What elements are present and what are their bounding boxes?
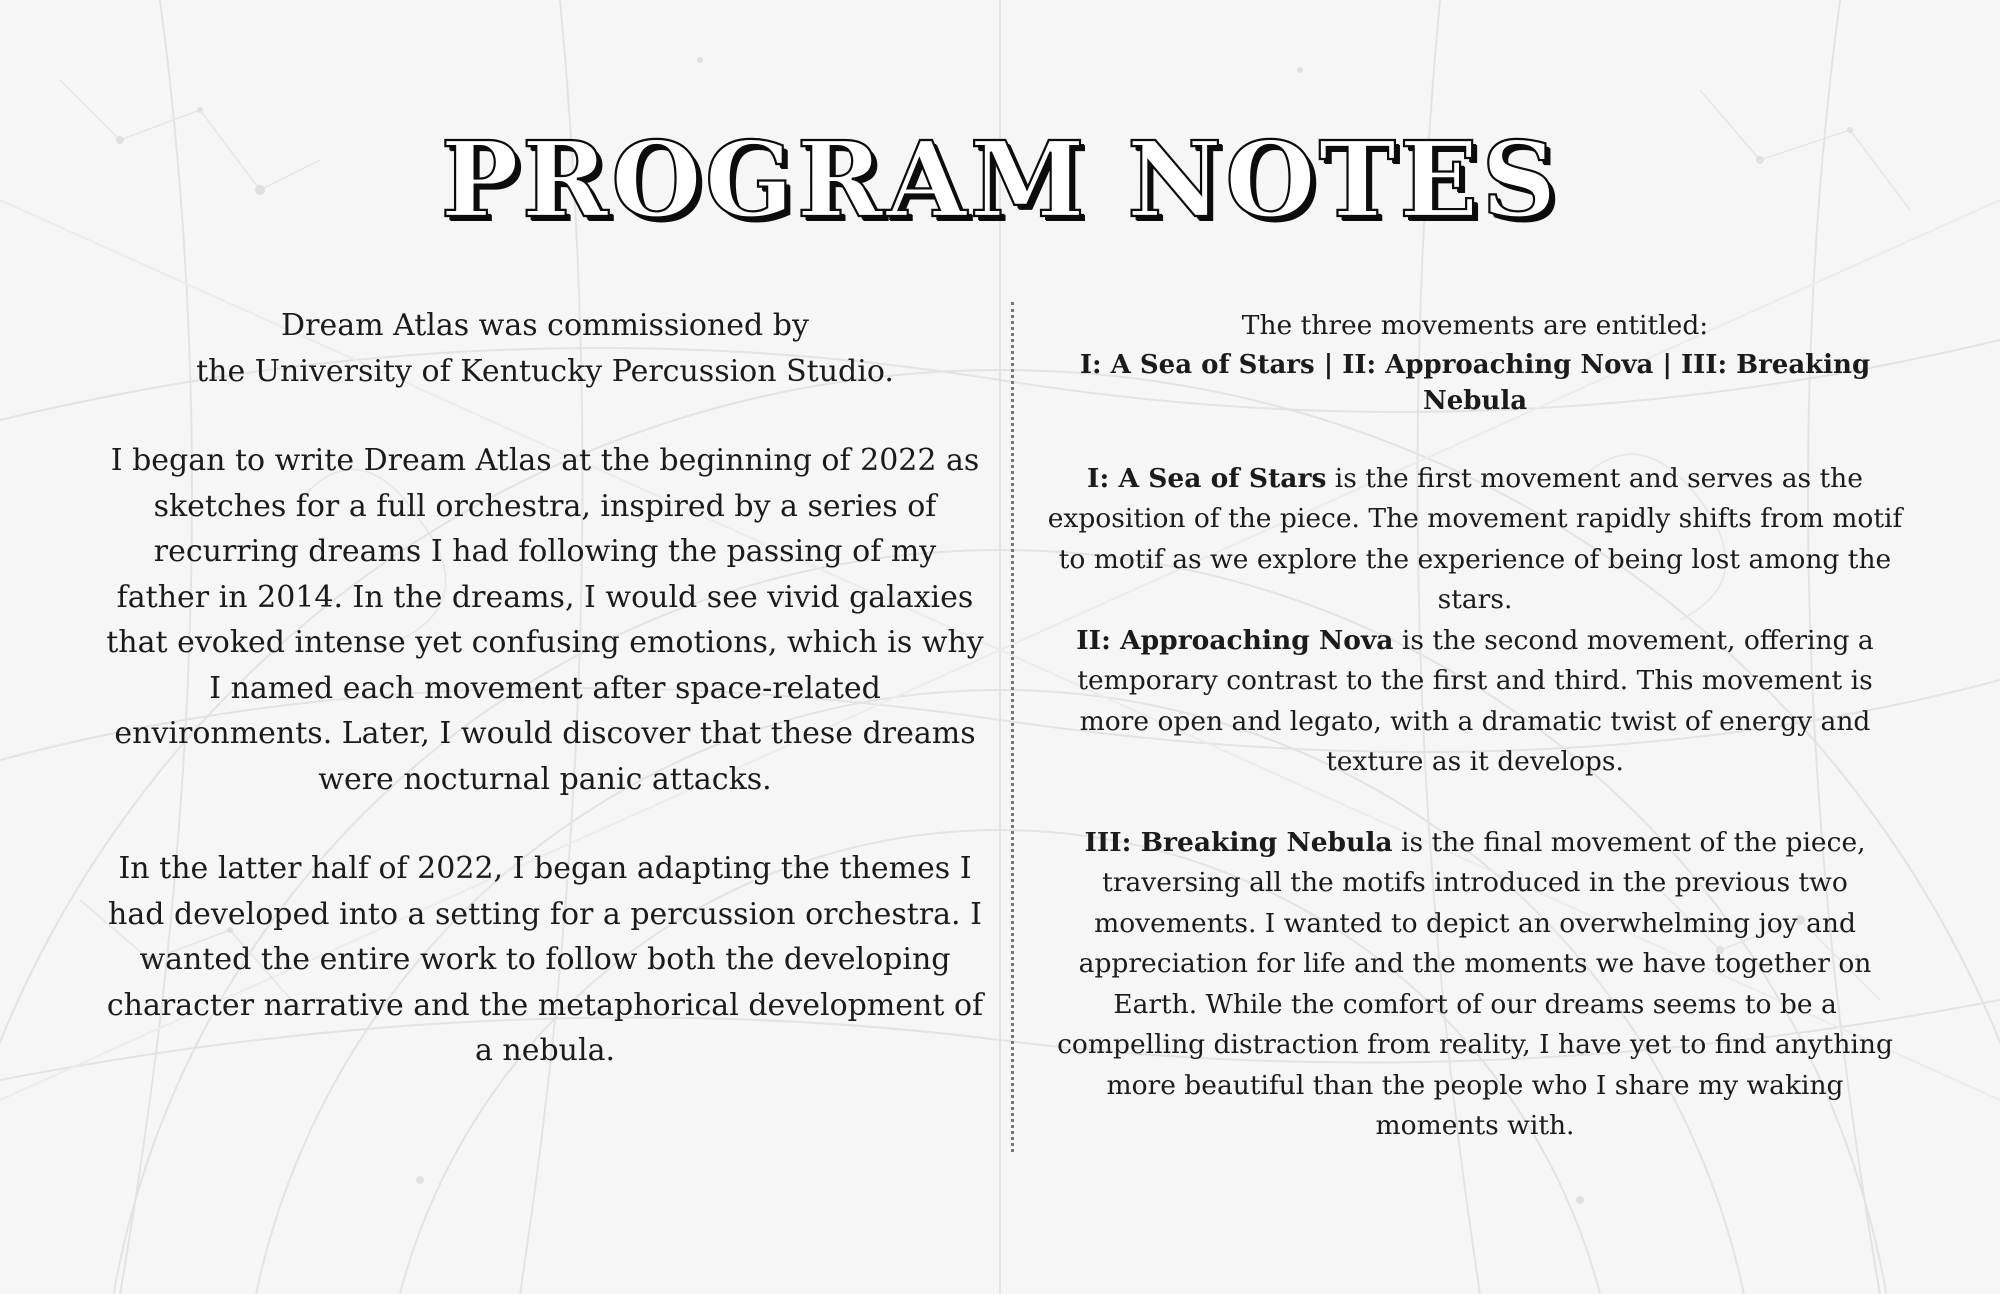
movement-1-text: is the first movement and serves as the exposition of the piece. The movement rapidly shifts from motif to motif as we explore the experience of being lost among the stars.: [1047, 462, 1903, 615]
movement-2-title: II: Approaching Nova: [1076, 624, 1394, 656]
adaptation-paragraph: In the latter half of 2022, I began adapting the themes I had developed into a setting for a percussion orchestra. I wanted the entire work to follow both the developing character narrative and the metaphorical development of a nebula.: [106, 851, 984, 1068]
intro-line-2: the University of Kentucky Percussion Studio.: [196, 353, 894, 389]
movement-1-paragraph: [1045, 459, 1905, 621]
movement-2-paragraph: [1045, 621, 1905, 783]
movements-intro: The three movements are entitled:: [1241, 310, 1709, 341]
intro-line-1: Dream Atlas was commissioned by: [281, 308, 809, 343]
movement-1-title: I: A Sea of Stars: [1087, 462, 1327, 494]
paragraph-gap: [1045, 419, 1905, 459]
page-title: PROGRAM NOTES: [440, 118, 1560, 241]
paragraph-gap: [1045, 783, 1905, 823]
paragraph-gap: [105, 802, 985, 846]
movement-3-title: III: Breaking Nebula: [1084, 826, 1393, 858]
movements-list: I: A Sea of Stars | II: Approaching Nova | III: Breaking Nebula: [1079, 349, 1871, 416]
right-column: [1045, 306, 1905, 1147]
paragraph-gap: [105, 394, 985, 438]
movement-3-paragraph: [1045, 823, 1905, 1147]
movement-2-text: is the second movement, offering a temporary contrast to the first and third. This movement is more open and legato, with a dramatic twist of energy and texture as it develops.: [1077, 624, 1874, 777]
column-divider: [1011, 302, 1014, 1152]
left-column: [105, 303, 985, 1074]
inspiration-paragraph: I began to write Dream Atlas at the beginning of 2022 as sketches for a full orchestra, inspired by a series of recurring dreams I had following the passing of my father in 2014. In the dreams, I would see vivid galaxies that evoked intense yet confusing emotions, which is why I named each movement after space-related environments. Later, I would discover that these dreams were nocturnal panic attacks.: [106, 443, 984, 797]
movement-3-text: is the final movement of the piece, traversing all the motifs introduced in the previous two movements. I wanted to depict an overwhelming joy and appreciation for life and the moments we have together on Earth. While the comfort of our dreams seems to be a compelling distraction from reality, I have yet to find anything more beautiful than the people who I share my waking moments with.: [1057, 826, 1893, 1141]
